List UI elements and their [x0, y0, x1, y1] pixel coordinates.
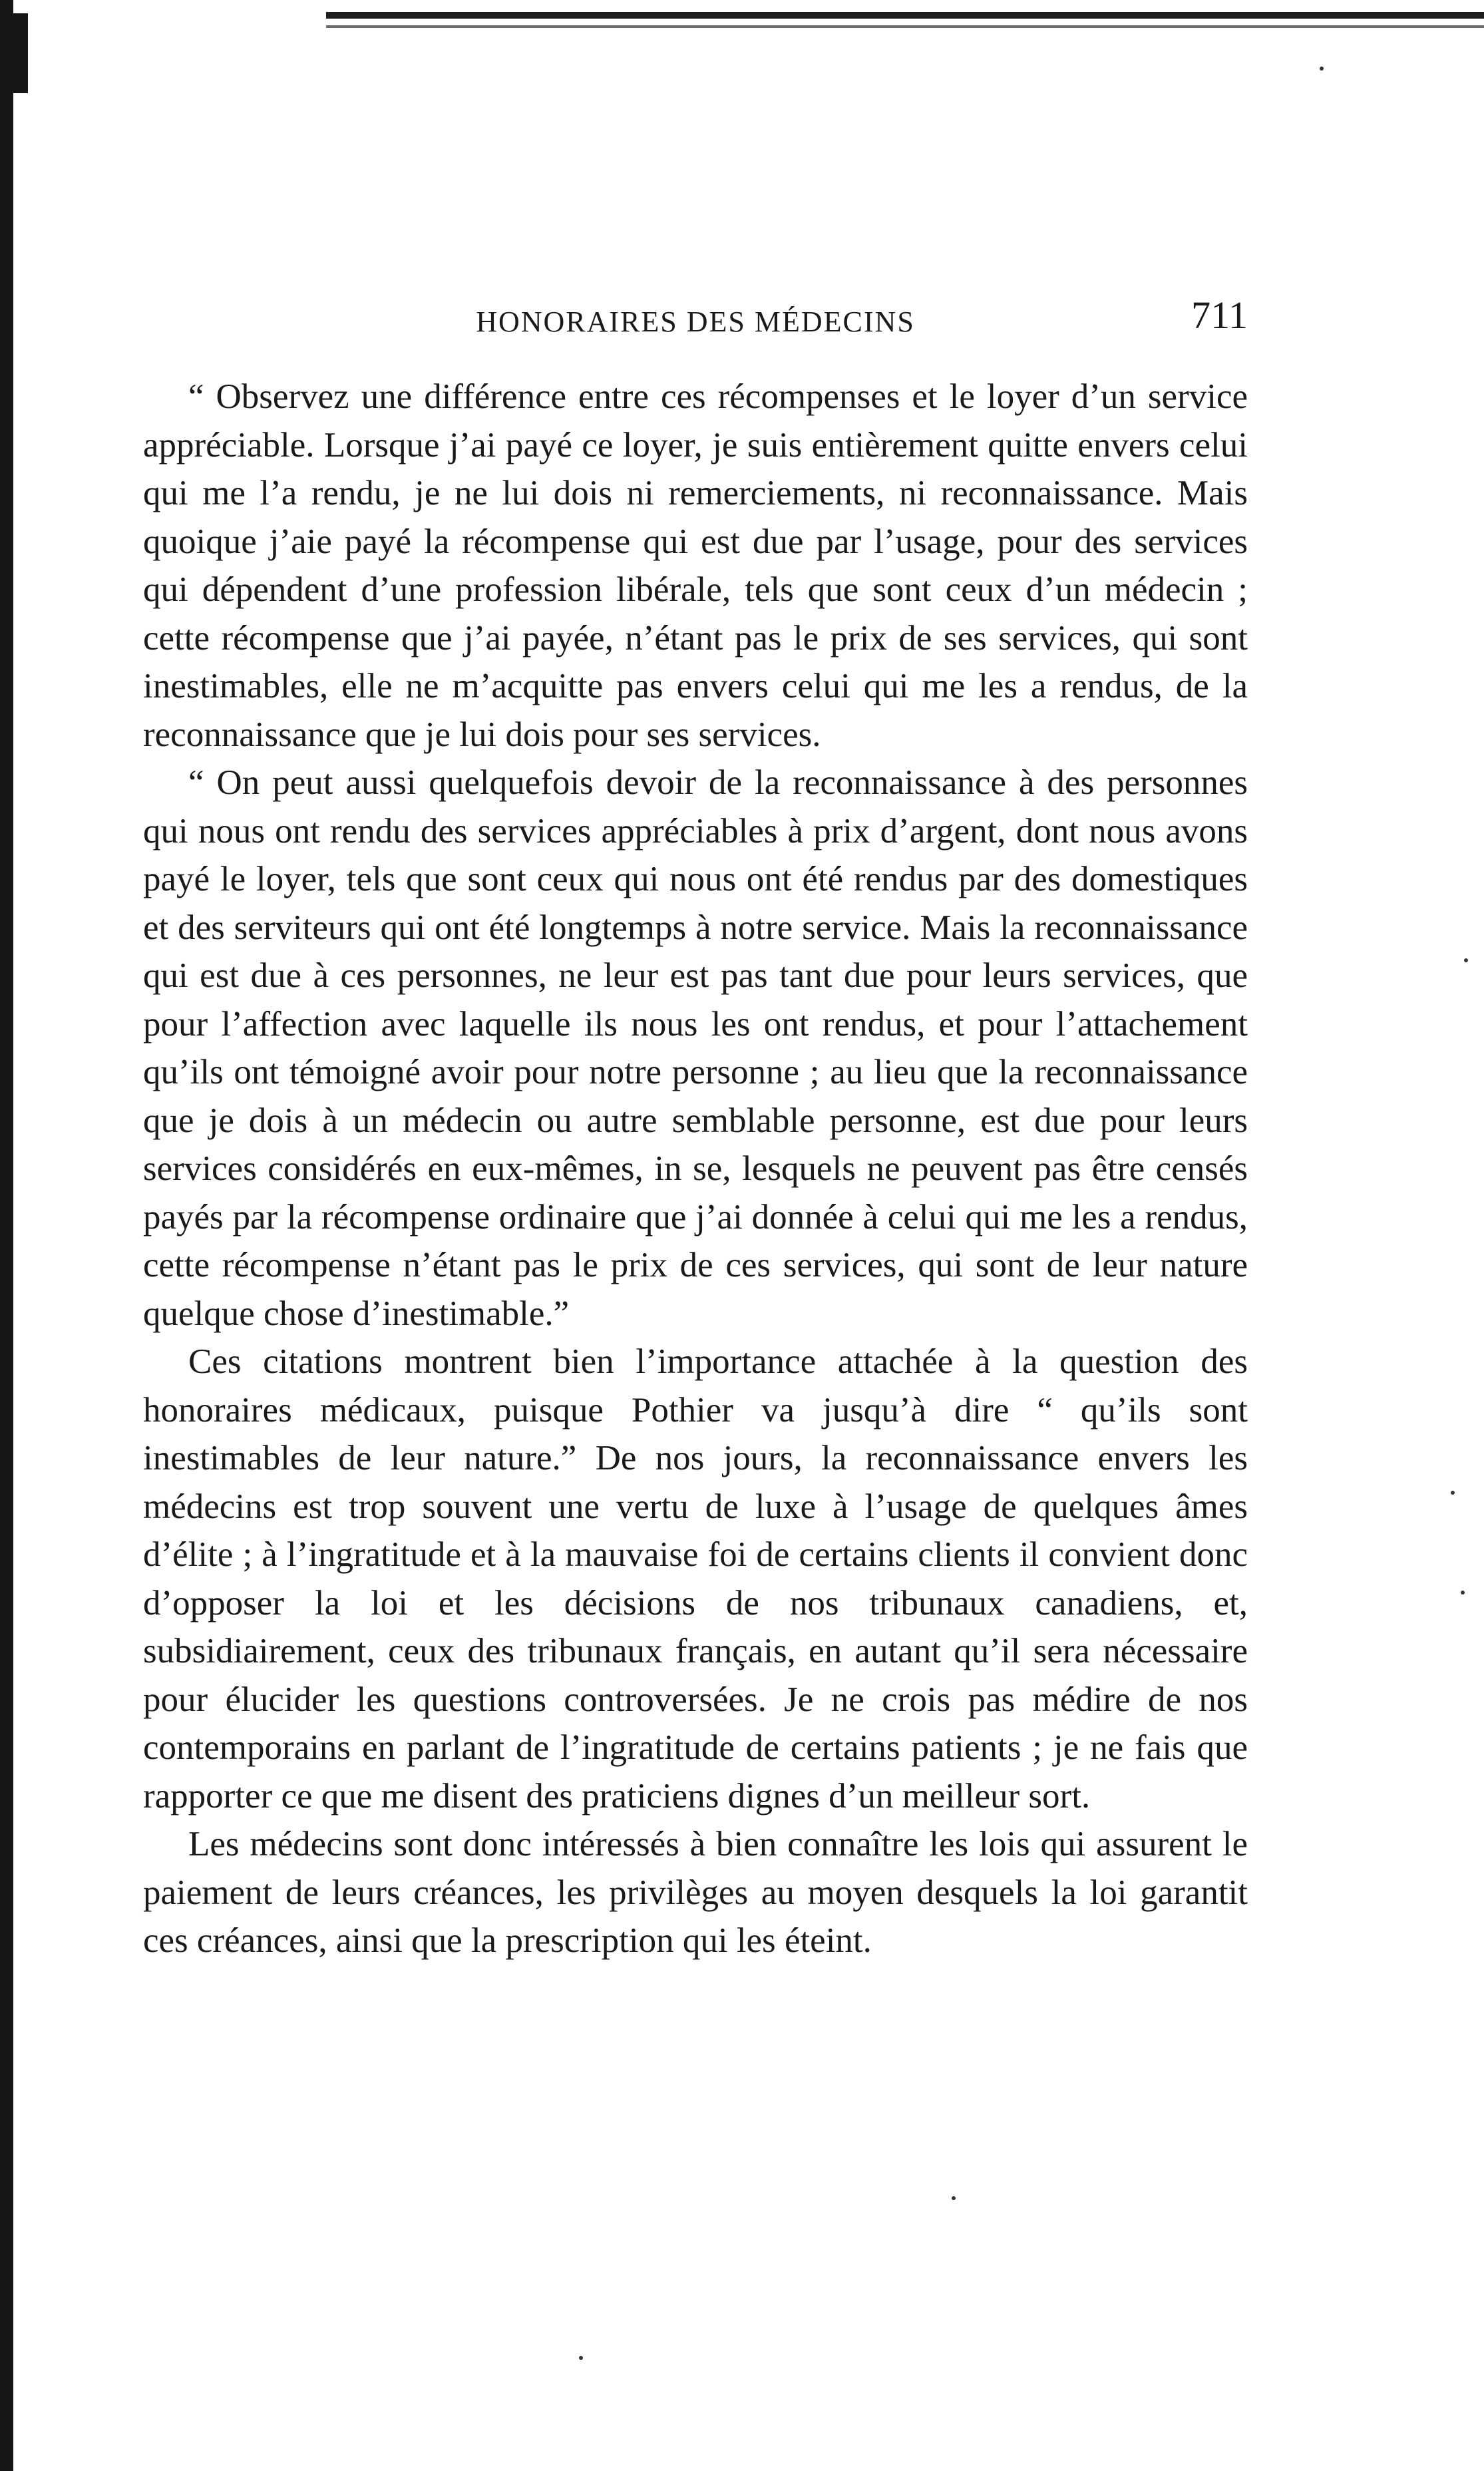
page-body: [143, 373, 1248, 1965]
scan-speck: [1461, 1591, 1465, 1595]
scan-top-edge: [326, 12, 1484, 19]
scan-speck: [1451, 1491, 1455, 1495]
scan-edge-shadow-notch: [13, 13, 28, 93]
scan-edge-shadow: [0, 0, 13, 2471]
page-number: 711: [1191, 293, 1248, 337]
paragraph-citations: Ces citations montrent bien l’importance attachée à la question des honoraires médicaux, puisque Pothier va jusqu’à dire “ qu’ils sont inestimables de leur nature.” De nos jours, la reconnaissance envers les médecins est trop souvent une vertu de luxe à l’usage de quelques âmes d’élite ; à l’ingratitude et à la mauvaise foi de certains clients il convient donc d’opposer la loi et les décisions de nos tribunaux canadiens, et, subsidiairement, ceux des tribunaux français, en autant qu’il sera nécessaire pour élucider les questions controversées. Je ne crois pas médire de nos contemporains en parlant de l’ingratitude de certains patients ; je ne fais que rapporter ce que me disent des praticiens dignes d’un meilleur sort.: [143, 1342, 1248, 1815]
paragraph-conclusion: Les médecins sont donc intéressés à bien connaître les lois qui assurent le paiement de leurs créances, les privilèges au moyen desquels la loi garantit ces créances, ainsi que la prescription qui les éteint.: [143, 1825, 1248, 1960]
scan-speck: [579, 2356, 583, 2360]
scan-speck: [1320, 67, 1324, 71]
scan-speck: [952, 2196, 956, 2200]
running-title: HONORAIRES DES MÉDECINS: [476, 305, 915, 338]
paragraph-quote-reconnaissance: “ On peut aussi quelquefois devoir de la reconnaissance à des personnes qui nous ont rendu des services appréciables à prix d’argent, dont nous avons payé le loyer, tels que sont ceux qui nous ont été rendus par des domestiques et des serviteurs qui ont été longtemps à notre service. Mais la reconnaissance qui est due à ces personnes, ne leur est pas tant due pour leurs services, que pour l’affection avec laquelle ils nous les ont rendus, et pour l’attachement qu’ils ont témoigné avoir pour notre personne ; au lieu que la reconnaissance que je dois à un médecin ou autre semblable personne, est due pour leurs services considérés en eux-mêmes, in se, lesquels ne peuvent pas être censés payés par la récompense ordinaire que j’ai donnée à celui qui me les a rendus, cette récompense n’étant pas le prix de ces services, qui sont de leur nature quelque chose d’inestimable.”: [143, 763, 1248, 1333]
paragraph-quote-loyer: “ Observez une différence entre ces récompenses et le loyer d’un service appréciable. Lorsque j’ai payé ce loyer, je suis entièrement quitte envers celui qui me l’a rendu, je ne lui dois ni remerciements, ni reconnaissance. Mais quoique j’aie payé la récompense qui est due par l’usage, pour des services qui dépendent d’une profession libérale, tels que sont ceux d’un médecin ; cette récompense que j’ai payée, n’étant pas le prix de ses services, qui sont inestimables, elle ne m’acquitte pas envers celui qui me les a rendus, de la reconnaissance que je lui dois pour ses services.: [143, 377, 1248, 754]
scan-top-edge-thin: [326, 25, 1484, 28]
page-header: [143, 293, 1248, 346]
scan-speck: [1464, 958, 1468, 962]
